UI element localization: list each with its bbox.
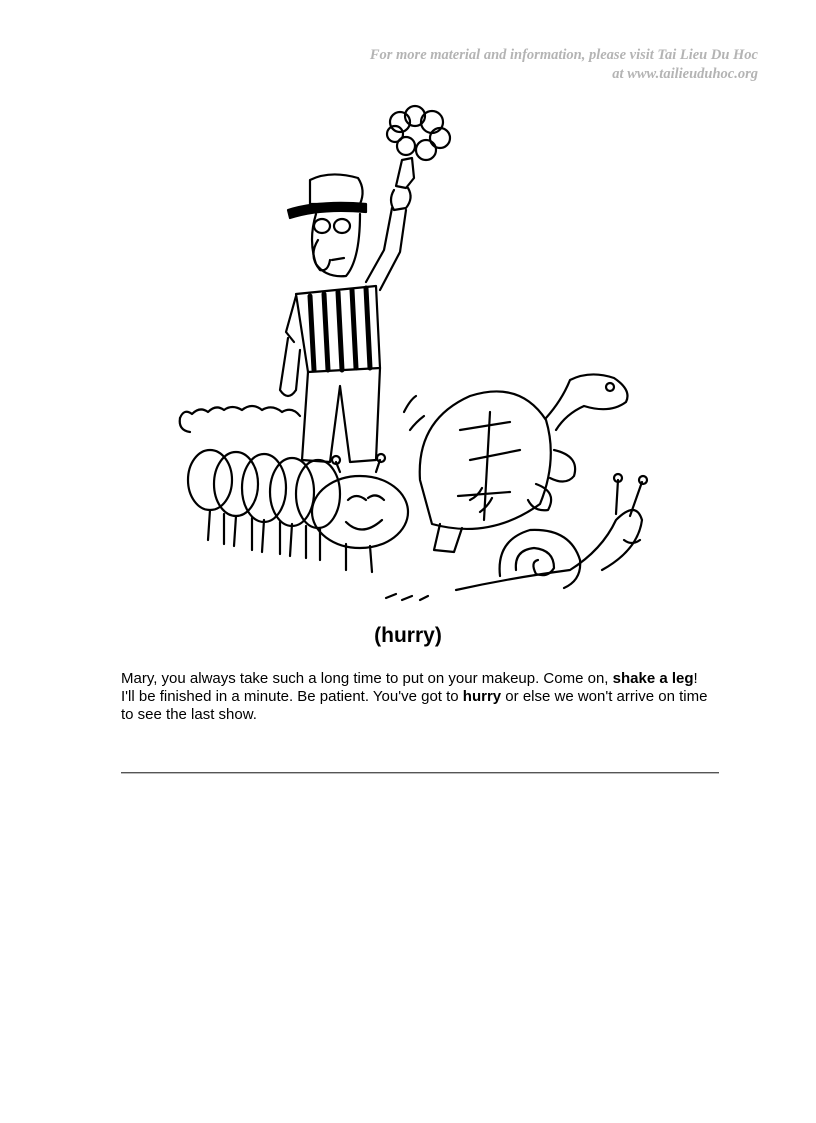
header-note <box>370 46 758 84</box>
dialogue-line-2-end: or else we won't arrive on time to see the last show. <box>121 688 708 723</box>
dialogue-line-2 <box>121 688 721 724</box>
tortoise <box>404 374 628 552</box>
starter-pistol <box>391 158 414 210</box>
starter-race-cartoon-icon <box>170 100 650 610</box>
dialogue-line-1-text: Mary, you always take such a long time to put on your makeup. Come on, <box>121 670 613 687</box>
horizontal-rule <box>121 772 719 774</box>
referee-head <box>288 174 366 276</box>
dialogue-line-2-text: I'll be finished in a minute. Be patient. You've got to <box>121 688 463 705</box>
dialogue-line-1 <box>121 670 721 688</box>
header-line-1: For more material and information, please visit Tai Lieu Du Hoc <box>369 47 758 63</box>
dialogue-line-1-end: ! <box>693 670 698 687</box>
raised-arm <box>366 208 406 290</box>
referee-trousers <box>302 368 380 462</box>
centipede <box>180 406 408 572</box>
header-line-2: at www.tailieuduhoc.org <box>612 66 758 82</box>
snail <box>386 474 647 600</box>
referee-shirt <box>280 286 380 396</box>
idiom-shake-a-leg: shake a leg <box>612 670 694 687</box>
dialogue-block <box>121 670 721 724</box>
idiom-caption: (hurry) <box>374 624 442 647</box>
keyword-hurry: hurry <box>462 688 502 705</box>
smoke-puff <box>387 106 450 160</box>
